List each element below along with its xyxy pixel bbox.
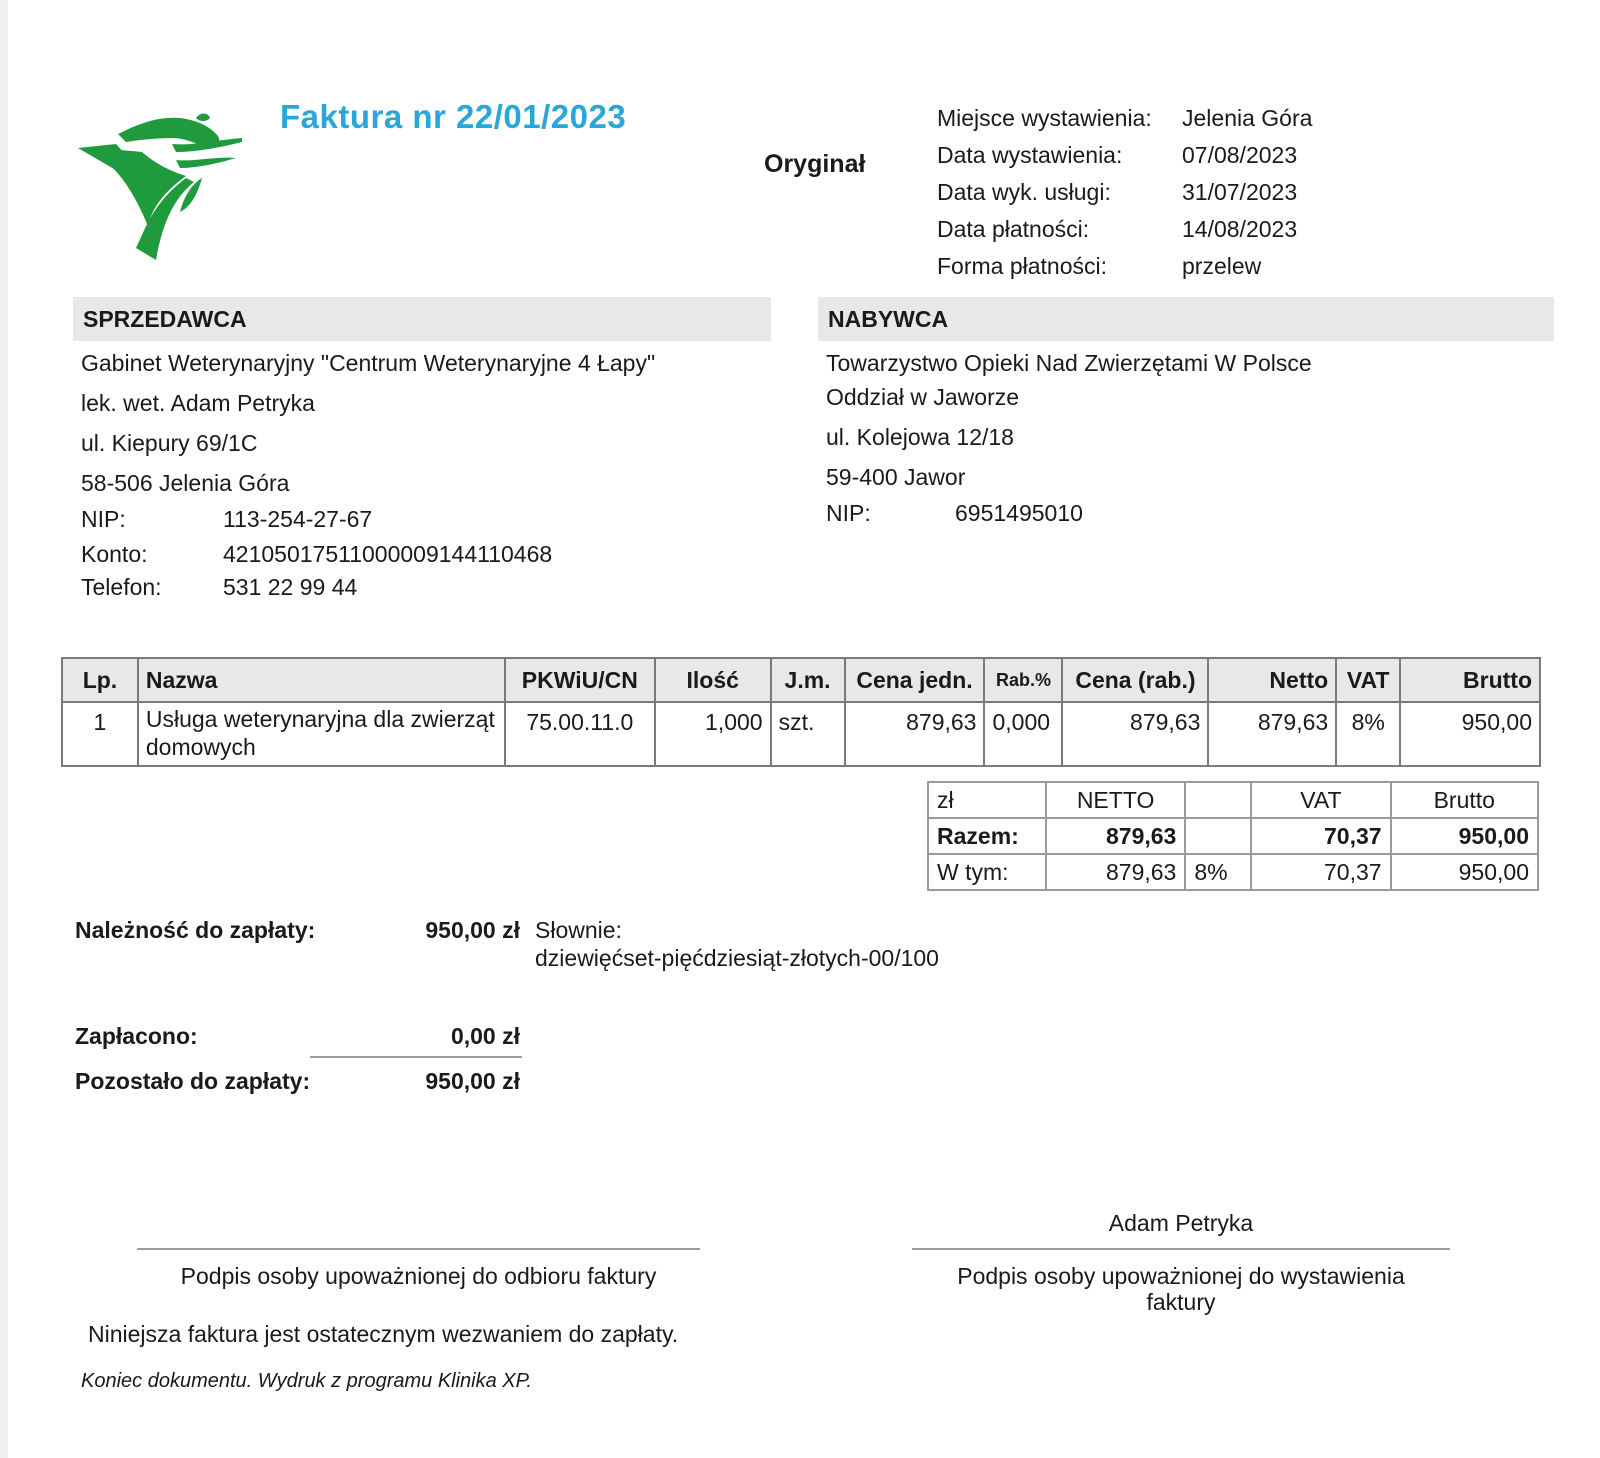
buyer-nip: 6951495010 <box>955 500 1083 526</box>
totals-sum-label: Razem: <box>928 818 1046 854</box>
totals-table <box>927 781 1539 891</box>
totals-rate-header <box>1185 782 1251 818</box>
totals-sum-rate <box>1185 818 1251 854</box>
cell-unit: szt. <box>771 702 845 766</box>
totals-sum-row <box>928 818 1538 854</box>
seller-name: Gabinet Weterynaryjny "Centrum Weterynaryjne 4 Łapy" <box>81 350 656 376</box>
cell-code: 75.00.11.0 <box>505 702 655 766</box>
col-header-price: Cena jedn. <box>845 658 985 702</box>
receiver-signature-line <box>137 1248 700 1250</box>
col-header-lp: Lp. <box>62 658 138 702</box>
col-header-code: PKWiU/CN <box>505 658 655 702</box>
col-header-gross: Brutto <box>1400 658 1540 702</box>
totals-sum-gross: 950,00 <box>1391 818 1538 854</box>
receiver-signature-caption: Podpis osoby upoważnionej do odbioru faktury <box>180 1263 657 1289</box>
paid-value: 0,00 zł <box>450 1023 520 1049</box>
cell-qty: 1,000 <box>655 702 771 766</box>
meta-row-service-date <box>937 174 1312 211</box>
cell-name: Usługa weterynaryjna dla zwierząt domowych <box>138 702 505 766</box>
cell-price: 879,63 <box>845 702 985 766</box>
seller-nip: 113-254-27-67 <box>223 506 373 532</box>
meta-row-payment-method <box>937 248 1312 285</box>
remaining-label: Pozostało do zapłaty: <box>75 1068 311 1094</box>
meta-value: 14/08/2023 <box>1182 216 1298 242</box>
totals-incl-rate: 8% <box>1185 854 1251 890</box>
cell-lp: 1 <box>62 702 138 766</box>
meta-label: Miejsce wystawienia: <box>937 105 1152 131</box>
invoice-title: Faktura nr 22/01/2023 <box>280 98 627 135</box>
col-header-net: Netto <box>1208 658 1336 702</box>
meta-label: Data wyk. usługi: <box>937 179 1111 205</box>
due-label: Należność do zapłaty: <box>75 917 316 943</box>
buyer-city: 59-400 Jawor <box>826 464 966 490</box>
final-notice: Niniejsza faktura jest ostatecznym wezwaniem do zapłaty. <box>88 1321 679 1347</box>
seller-nip-label: NIP: <box>81 506 126 532</box>
table-row <box>62 702 1540 766</box>
seller-person: lek. wet. Adam Petryka <box>81 390 315 416</box>
seller-phone: 531 22 99 44 <box>223 574 358 600</box>
words-value: dziewięćset-pięćdziesiąt-złotych-00/100 <box>535 945 939 971</box>
cell-net: 879,63 <box>1208 702 1336 766</box>
meta-label: Forma płatności: <box>937 253 1108 279</box>
buyer-nip-label: NIP: <box>826 500 871 526</box>
col-header-discount: Rab.% <box>984 658 1062 702</box>
totals-incl-row <box>928 854 1538 890</box>
seller-city: 58-506 Jelenia Góra <box>81 470 290 496</box>
meta-row-issue-date <box>937 137 1312 174</box>
cell-gross: 950,00 <box>1400 702 1540 766</box>
paid-divider <box>310 1056 522 1058</box>
totals-vat-header: VAT <box>1251 782 1390 818</box>
meta-value: Jelenia Góra <box>1182 105 1313 131</box>
totals-incl-label: W tym: <box>928 854 1046 890</box>
meta-row-payment-date <box>937 211 1312 248</box>
buyer-branch: Oddział w Jaworze <box>826 384 1020 410</box>
due-value: 950,00 zł <box>425 917 520 943</box>
document-footer: Koniec dokumentu. Wydruk z programu Klinika XP. <box>81 1370 532 1392</box>
meta-value: 07/08/2023 <box>1182 142 1298 168</box>
totals-header-row <box>928 782 1538 818</box>
paid-label: Zapłacono: <box>75 1023 198 1049</box>
seller-account: 42105017511000009144110468 <box>223 541 553 567</box>
meta-value: 31/07/2023 <box>1182 179 1298 205</box>
items-table <box>61 657 1541 767</box>
remaining-value: 950,00 zł <box>425 1068 520 1094</box>
col-header-unit: J.m. <box>771 658 845 702</box>
buyer-name: Towarzystwo Opieki Nad Zwierzętami W Polsce <box>826 350 1312 376</box>
totals-gross-header: Brutto <box>1391 782 1538 818</box>
issuer-name: Adam Petryka <box>1108 1210 1254 1236</box>
cell-price-disc: 879,63 <box>1062 702 1208 766</box>
totals-net-header: NETTO <box>1046 782 1186 818</box>
issuer-signature-line <box>912 1248 1450 1250</box>
buyer-street: ul. Kolejowa 12/18 <box>826 424 1014 450</box>
meta-row-place <box>937 100 1312 137</box>
col-header-vat: VAT <box>1336 658 1400 702</box>
col-header-qty: Ilość <box>655 658 771 702</box>
meta-value: przelew <box>1182 253 1262 279</box>
totals-sum-vat: 70,37 <box>1251 818 1390 854</box>
seller-street: ul. Kiepury 69/1C <box>81 430 258 456</box>
buyer-heading: NABYWCA <box>818 297 1554 341</box>
cell-vat: 8% <box>1336 702 1400 766</box>
totals-currency: zł <box>928 782 1046 818</box>
items-header-row <box>62 658 1540 702</box>
issuer-signature-caption: Podpis osoby upoważnionej do wystawienia faktury <box>957 1263 1405 1315</box>
seller-phone-label: Telefon: <box>81 574 162 600</box>
meta-label: Data płatności: <box>937 216 1090 242</box>
invoice-meta <box>937 100 1312 285</box>
cell-discount: 0,000 <box>984 702 1062 766</box>
totals-incl-net: 879,63 <box>1046 854 1186 890</box>
meta-label: Data wystawienia: <box>937 142 1123 168</box>
clinic-logo-icon <box>76 108 246 264</box>
totals-incl-vat: 70,37 <box>1251 854 1390 890</box>
seller-account-label: Konto: <box>81 541 148 567</box>
col-header-name: Nazwa <box>138 658 505 702</box>
col-header-price-disc: Cena (rab.) <box>1062 658 1208 702</box>
seller-heading: SPRZEDAWCA <box>73 297 771 341</box>
copy-label: Oryginał <box>764 150 866 178</box>
totals-sum-net: 879,63 <box>1046 818 1186 854</box>
page-edge <box>0 0 8 1458</box>
totals-incl-gross: 950,00 <box>1391 854 1538 890</box>
words-label: Słownie: <box>535 917 622 943</box>
